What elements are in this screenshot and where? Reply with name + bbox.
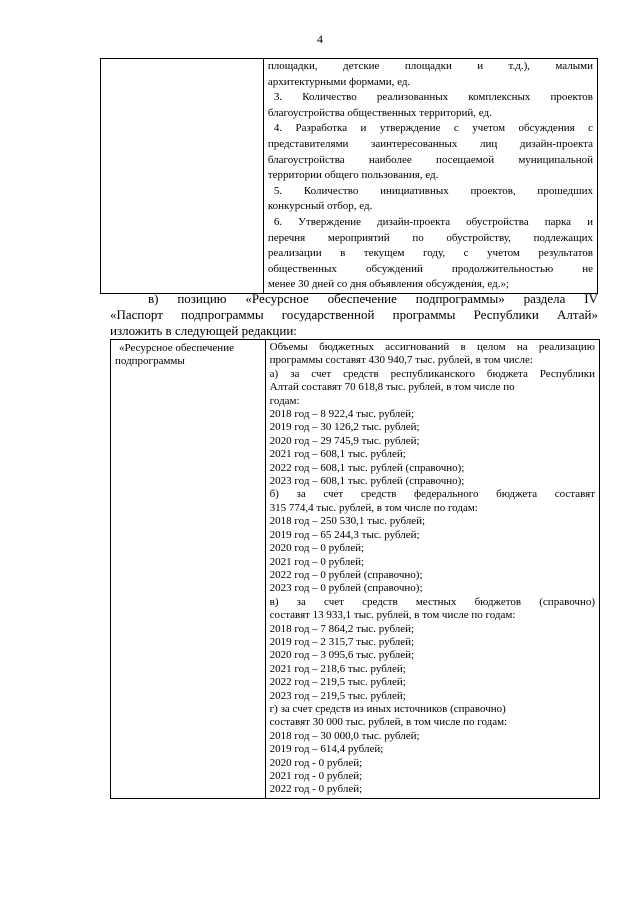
- text-line: 2018 год – 30 000,0 тыс. рублей;: [269, 729, 420, 742]
- paragraph-line: в) позицию «Ресурсное обеспечение подпрограммы» раздела IV: [148, 291, 598, 306]
- page-number: 4: [317, 32, 323, 46]
- indicators-cell: [263, 59, 597, 294]
- text-line: 2019 год – 30 126,2 тыс. рублей;: [269, 421, 420, 434]
- text-line: конкурсный отбор, ед.: [267, 200, 373, 213]
- text-line: 315 774,4 тыс. рублей, в том числе по годам:: [269, 501, 478, 514]
- text-line: 2018 год – 250 530,1 тыс. рублей;: [269, 515, 426, 528]
- text-line: перечня мероприятий по обустройству, подлежащих: [267, 231, 593, 244]
- text-line: годам:: [269, 394, 300, 407]
- text-line: 5. Количество инициативных проектов, прошедших: [273, 184, 593, 197]
- text-line: Алтай составят 70 618,8 тыс. рублей, в том числе по: [269, 381, 515, 394]
- text-line: б) за счет средств федерального бюджета составят: [269, 488, 595, 501]
- text-line: 2021 год – 0 рублей;: [269, 555, 365, 568]
- indicators-table-continuation: [100, 58, 598, 294]
- text-line: 2020 год – 0 рублей;: [269, 542, 365, 555]
- paragraph-line: «Паспорт подпрограммы государственной программы Республики Алтай»: [110, 307, 598, 322]
- text-line: 2022 год – 219,5 тыс. рублей;: [269, 676, 406, 689]
- text-line: 2019 год – 65 244,3 тыс. рублей;: [269, 528, 420, 541]
- text-line: составят 30 000 тыс. рублей, в том числе по годам:: [269, 716, 508, 729]
- text-line: территории общего пользования, ед.: [267, 169, 439, 182]
- paragraph-line: изложить в следующей редакции:: [110, 323, 297, 338]
- text-line: 2023 год – 219,5 тыс. рублей;: [269, 689, 406, 702]
- text-line: архитектурными формами, ед.: [267, 75, 411, 88]
- text-line: 2021 год – 218,6 тыс. рублей;: [269, 662, 406, 675]
- text-line: 2021 год – 608,1 тыс. рублей;: [269, 448, 406, 461]
- table-row: [101, 59, 598, 294]
- table-row: [111, 340, 600, 799]
- text-line: благоустройства общественных территорий, ед.: [267, 106, 492, 119]
- text-line: 2018 год – 8 922,4 тыс. рублей;: [269, 408, 415, 421]
- text-line: 2019 год – 2 315,7 тыс. рублей;: [269, 635, 415, 648]
- text-line: 2021 год - 0 рублей;: [269, 770, 363, 782]
- text-line: 6. Утверждение дизайн-проекта обустройства парка и: [273, 215, 593, 228]
- text-line: в) за счет средств местных бюджетов (справочно): [269, 595, 595, 608]
- text-line: 2023 год – 608,1 тыс. рублей (справочно);: [269, 475, 465, 488]
- text-line: 2023 год – 0 рублей (справочно);: [269, 582, 423, 595]
- table-cell-empty: [101, 59, 264, 294]
- label-line: подпрограммы: [115, 355, 185, 367]
- text-line: 2020 год - 0 рублей;: [269, 756, 363, 769]
- resource-provision-table: [110, 339, 600, 799]
- text-line: 2022 год - 0 рублей;: [269, 783, 363, 796]
- resource-provision-value-cell: [265, 340, 599, 799]
- text-line: программы составят 430 940,7 тыс. рублей, в том числе:: [269, 354, 533, 367]
- text-line: общественных обсуждений продолжительностью не: [267, 262, 593, 275]
- text-line: 2022 год – 608,1 тыс. рублей (справочно);: [269, 461, 465, 474]
- text-line: 3. Количество реализованных комплексных проектов: [273, 91, 593, 104]
- text-line: г) за счет средств из иных источников (справочно): [269, 702, 506, 715]
- text-line: 2018 год – 7 864,2 тыс. рублей;: [269, 622, 415, 635]
- text-line: 2022 год – 0 рублей (справочно);: [269, 568, 423, 581]
- text-line: составят 13 933,1 тыс. рублей, в том числе по годам:: [269, 609, 516, 622]
- text-line: 2020 год – 3 095,6 тыс. рублей;: [269, 649, 415, 662]
- text-line: площадки, детские площадки и т.д.), малыми: [267, 60, 593, 72]
- text-line: реализации в текущем году, с учетом результатов: [267, 247, 593, 260]
- text-line: 2020 год – 29 745,9 тыс. рублей;: [269, 434, 420, 447]
- label-line: «Ресурсное обеспечение: [119, 342, 234, 354]
- text-line: представителями заинтересованных лиц дизайн-проекта: [267, 137, 593, 150]
- resource-provision-label-cell: [111, 340, 266, 799]
- text-line: а) за счет средств республиканского бюджета Республики: [269, 367, 595, 380]
- text-line: Объемы бюджетных ассигнований в целом на реализацию: [269, 341, 595, 353]
- text-line: 2019 год – 614,4 рублей;: [269, 743, 384, 756]
- amendment-paragraph: [110, 291, 598, 339]
- text-line: 4. Разработка и утверждение с учетом обсуждения с: [273, 122, 593, 135]
- text-line: благоустройства наиболее посещаемой муниципальной: [267, 153, 593, 166]
- text-line: менее 30 дней со дня объявления обсуждения, ед.»;: [267, 278, 510, 291]
